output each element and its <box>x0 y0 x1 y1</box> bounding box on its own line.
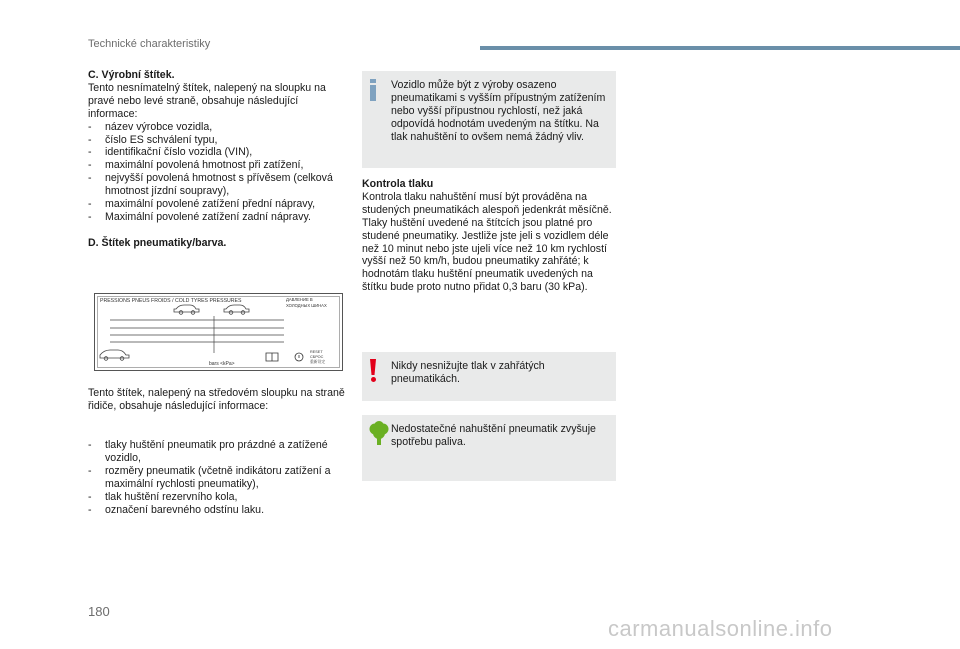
list-item: - tlaky huštění pneumatik pro prázdné a zatížené vozidlo, <box>88 439 350 465</box>
header-rule <box>480 46 960 50</box>
label-top-right-text-1: ДАВЛЕНИЕ В <box>286 297 313 302</box>
label-reset-text-1: RESET <box>310 350 323 354</box>
list-item: - rozměry pneumatik (včetně indikátoru zatížení a maximální rychlosti pneumatiky), <box>88 465 350 491</box>
label-top-text: PRESSIONS PNEUS FROIDS / COLD TYRES PRESSURES <box>100 298 242 304</box>
section-d-heading: D. Štítek pneumatiky/barva. <box>88 236 227 249</box>
info-box <box>362 71 616 168</box>
pressure-check-heading: Kontrola tlaku <box>362 178 434 190</box>
pressure-check-para2: Tlaky huštění uvedené na štítcích jsou platné pro studené pneumatiky. Jestliže jste jeli s vozidlem déle než 10 minut nebo jste ujeli více než 10 km rychlostí vyšší než 50 km/h, budou pneumatiky zahřáté; k hodnotám tlaku huštění pneumatik uvedených na štítku bude proto nutno přidat 0,3 baru (30 kPa). <box>362 216 609 294</box>
list-item: - maximální povolené zatížení přední nápravy, <box>88 198 350 211</box>
section-d-intro: Tento štítek, nalepený na středovém sloupku na straně řidiče, obsahuje následující informace: <box>88 387 345 412</box>
label-reset-text-3: 重新设定 <box>310 360 326 364</box>
section-c-heading: C. Výrobní štítek. <box>88 69 175 81</box>
running-header: Technické charakteristiky <box>88 38 211 50</box>
list-item: - označení barevného odstínu laku. <box>88 504 350 517</box>
label-units-text: bars <kPa> <box>209 361 235 367</box>
section-d-list <box>88 439 350 516</box>
pressure-check-section <box>362 178 616 294</box>
eco-text: Nedostatečné nahuštění pneumatik zvyšuje spotřebu paliva. <box>391 423 596 448</box>
eco-box <box>362 415 616 481</box>
left-column <box>88 69 350 250</box>
section-c-intro: Tento nesnímatelný štítek, nalepený na sloupku na pravé nebo levé straně, obsahuje následující informace: <box>88 81 326 120</box>
pressure-check-para1: Kontrola tlaku nahuštění musí být prováděna na studených pneumatikách alespoň jedenkrát měsíčně. <box>362 190 612 216</box>
page-number: 180 <box>88 604 110 619</box>
list-item: - maximální povolená hmotnost při zatížení, <box>88 159 350 172</box>
list-item: - název výrobce vozidla, <box>88 121 350 134</box>
list-item: - identifikační číslo vozidla (VIN), <box>88 146 350 159</box>
warning-text: Nikdy nesnižujte tlak v zahřátých pneumatikách. <box>391 360 545 385</box>
watermark: carmanualsonline.info <box>608 616 833 641</box>
list-item: - Maximální povolené zatížení zadní nápravy. <box>88 211 350 224</box>
warning-box <box>362 352 616 401</box>
list-item: - nejvyšší povolená hmotnost s přívěsem (celková hmotnost jízdní soupravy), <box>88 172 350 198</box>
label-reset-text-2: СБРОС <box>310 355 324 359</box>
tyre-label-illustration <box>94 293 343 371</box>
eco-tree-icon <box>369 421 389 445</box>
section-c-list <box>88 121 350 224</box>
list-item: - tlak huštění rezervního kola, <box>88 491 350 504</box>
label-top-right-text-2: ХОЛОДНЫХ ШИНАХ <box>286 303 327 308</box>
info-icon <box>370 79 376 101</box>
info-text: Vozidlo může být z výroby osazeno pneumatikami s vyšším přípustným zatížením nebo vyšší přípustnou rychlostí, než jaká odpovídá hodnotám uvedeným na štítku. Na tlak nahuštění to ovšem nemá žádný vliv. <box>391 79 606 143</box>
warning-icon <box>370 359 376 383</box>
list-item: - číslo ES schválení typu, <box>88 134 350 147</box>
